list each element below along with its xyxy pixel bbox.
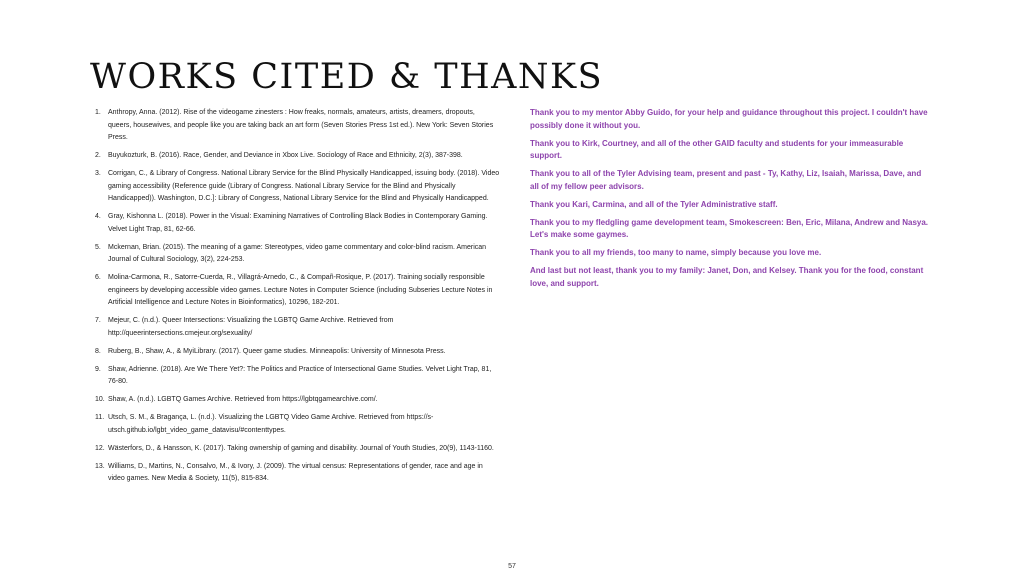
thanks-paragraph: Thank you to my mentor Abby Guido, for your help and guidance throughout this project. I couldn't have possibly done it without you. [530, 108, 928, 130]
reference-text: Molina-Carmona, R., Satorre-Cuerda, R., Villagrá-Arnedo, C., & Compañ-Rosique, P. (2017). Training socially responsible engineers by developing accessible video games. Lecture Notes in Computer Science (including Subseries Lecture Notes in Artificial Intelligence and Lecture Notes in Bioinformatics), 10296, 182-201. [108, 274, 493, 306]
reference-number: 11. [95, 414, 105, 421]
reference-text: Williams, D., Martins, N., Consalvo, M., & Ivory, J. (2009). The virtual census: Representations of gender, race and age in video games. New Media & Society, 11(5), 815-834. [108, 462, 483, 482]
slide-title: WORKS CITED & THANKS [90, 57, 604, 98]
works-cited-list [95, 107, 500, 491]
reference-item [95, 412, 500, 437]
reference-text: Wästerfors, D., & Hansson, K. (2017). Taking ownership of gaming and disability. Journal of Youth Studies, 20(9), 1143-1160. [108, 444, 494, 452]
thanks-paragraph: Thank you to all my friends, too many to name, simply because you love me. [530, 248, 822, 258]
thanks-paragraph: Thank you Kari, Carmina, and all of the Tyler Administrative staff. [530, 199, 778, 209]
reference-number: 2. [95, 152, 101, 159]
reference-item [95, 461, 500, 486]
thanks-paragraph: Thank you to my fledgling game development team, Smokescreen: Ben, Eric, Milana, Andrew and Nasya. Let's make some gaymes. [530, 217, 929, 240]
reference-number: 1. [95, 109, 101, 116]
reference-number: 5. [95, 243, 101, 251]
reference-item [95, 107, 500, 145]
reference-text: Shaw, Adrienne. (2018). Are We There Yet?: The Politics and Practice of Intersectional Game Studies. Velvet Light Trap, 81, 76-80. [108, 365, 492, 385]
reference-text: Corrigan, C., & Library of Congress. National Library Service for the Blind Physically Handicapped, issuing body. (2018). Video gaming accessibility (Reference guide (Library of Congress. National Library Service for the Blind and Physically Handicapped)). Washington, D.C.]: Library of Congress, National Library Service for the Blind and Physically Handicapped. [108, 170, 500, 202]
reference-text: Shaw, A. (n.d.). LGBTQ Games Archive. Retrieved from https://lgbtqgamearchive.com/. [108, 396, 378, 403]
reference-item [95, 443, 500, 456]
reference-text: Anthropy, Anna. (2012). Rise of the videogame zinesters : How freaks, normals, amateurs, artists, dreamers, dropouts, queers, housewives, and people like you are taking back an art form (Seven Stories Press 1st ed.). New York: Seven Stories Press. [108, 109, 494, 141]
reference-item [95, 211, 500, 236]
reference-number: 10. [95, 396, 105, 403]
reference-text: Mejeur, C. (n.d.). Queer Intersections: Visualizing the LGBTQ Game Archive. Retrieved from http://queerintersections.cmejeur.org/sexuality/ [108, 317, 394, 337]
thanks-paragraph: Thank you to all of the Tyler Advising team, present and past - Ty, Kathy, Liz, Isaiah, Marissa, Dave, and all of my fellow peer advisors. [530, 169, 922, 191]
reference-number: 12. [95, 444, 105, 452]
thanks-paragraph: Thank you to Kirk, Courtney, and all of the other GAID faculty and students for your immeasurable support. [530, 138, 904, 161]
reference-item [95, 272, 500, 310]
thanks-paragraph: And last but not least, thank you to my family: Janet, Don, and Kelsey. Thank you for the food, constant love, and support. [530, 265, 924, 288]
reference-text: Utsch, S. M., & Bragança, L. (n.d.). Visualizing the LGBTQ Video Game Archive. Retrieved from https://s-utsch.github.io/lgbt_video_game_datavisu/#contenttypes. [108, 414, 434, 434]
reference-item [95, 242, 500, 267]
reference-item [95, 346, 500, 359]
reference-text: Mckernan, Brian. (2015). The meaning of a game: Stereotypes, video game commentary and color-blind racism. American Journal of Cultural Sociology, 3(2), 224-253. [108, 243, 487, 263]
reference-item [95, 394, 500, 407]
reference-number: 7. [95, 317, 101, 324]
reference-item [95, 364, 500, 389]
reference-item [95, 315, 500, 340]
reference-item [95, 150, 500, 163]
page-number: 57 [508, 563, 516, 570]
reference-number: 4. [95, 213, 101, 220]
reference-item [95, 168, 500, 206]
reference-text: Buyukozturk, B. (2016). Race, Gender, and Deviance in Xbox Live. Sociology of Race and Ethnicity, 2(3), 387-398. [108, 152, 463, 159]
reference-number: 6. [95, 274, 101, 281]
reference-text: Gray, Kishonna L. (2018). Power in the Visual: Examining Narratives of Controlling Black Bodies in Contemporary Gaming. Velvet Light Trap, 81, 62-66. [108, 213, 488, 233]
reference-number: 13. [95, 462, 105, 470]
reference-number: 8. [95, 347, 101, 355]
reference-number: 9. [95, 365, 101, 373]
thanks-section [530, 107, 930, 296]
reference-text: Ruberg, B., Shaw, A., & MyiLibrary. (2017). Queer game studies. Minneapolis: University of Minnesota Press. [108, 347, 446, 355]
reference-number: 3. [95, 170, 101, 177]
